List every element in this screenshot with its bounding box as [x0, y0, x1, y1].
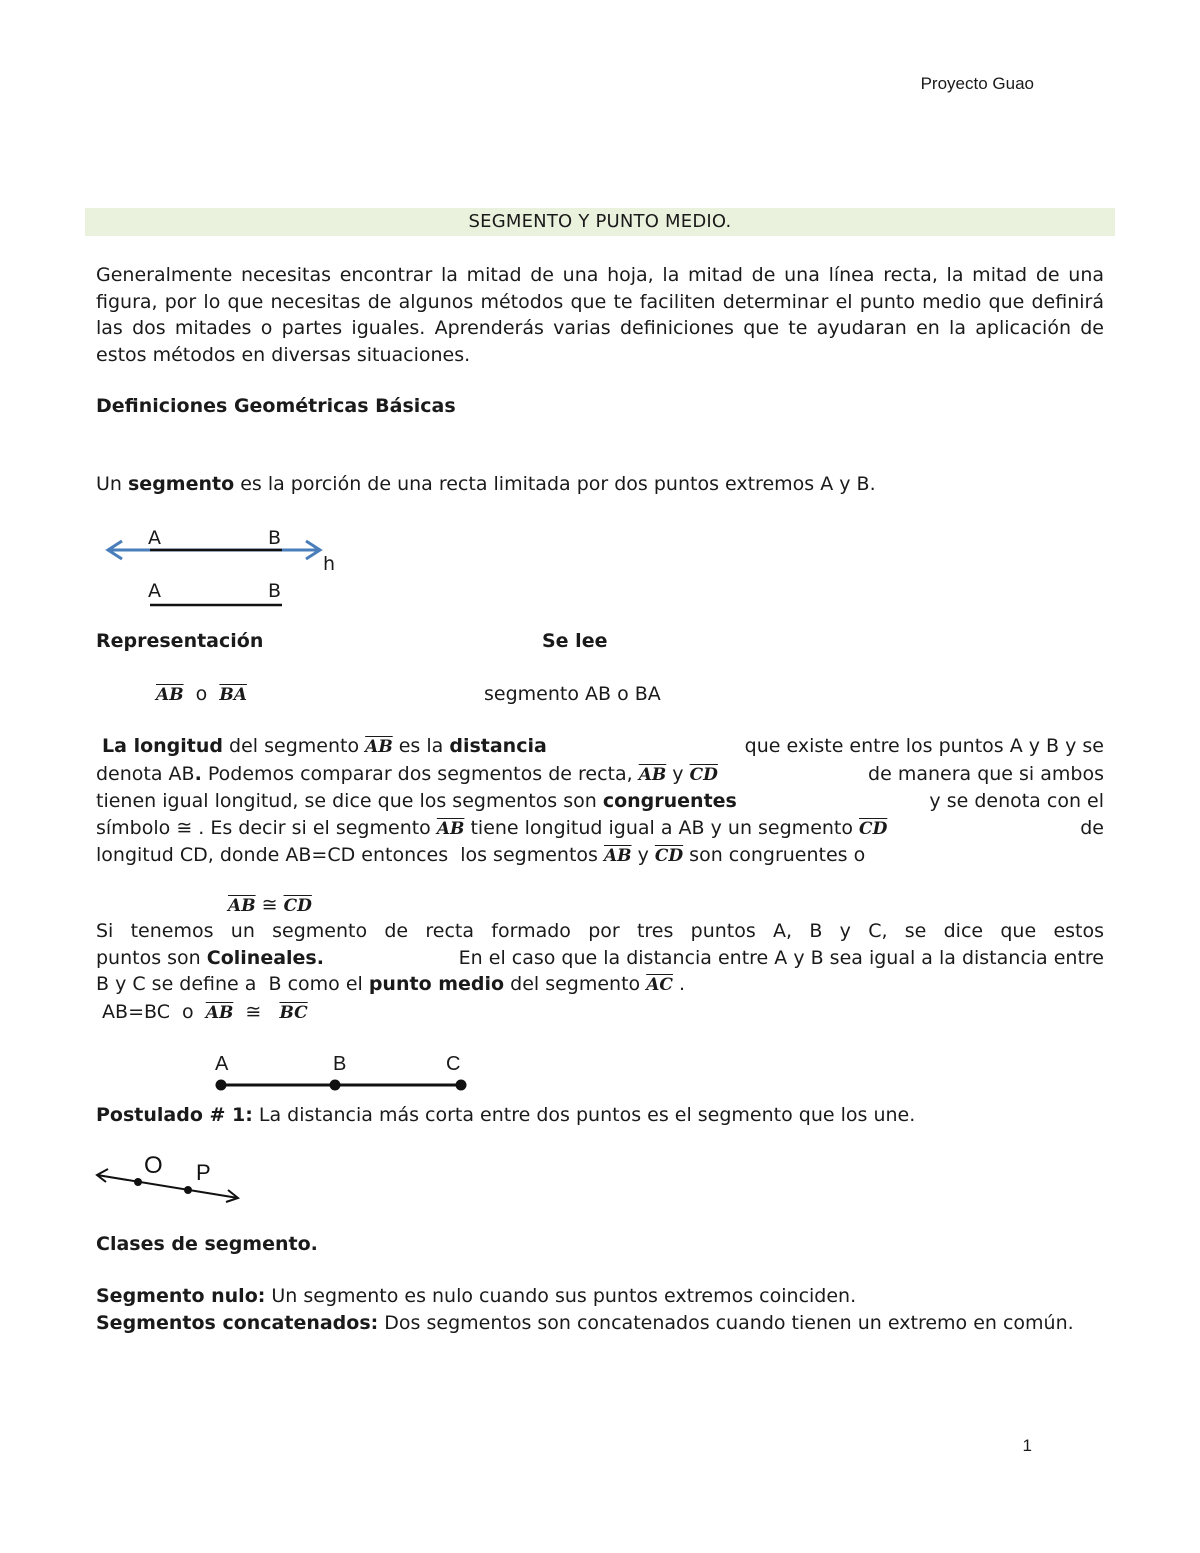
intro-paragraph: Generalmente necesitas encontrar la mitad de una hoja, la mitad de una línea recta, la mitad de una figura, por lo que necesitas de algunos métodos que te faciliten determinar el punto medio que definirá las dos mitades o partes iguales. Aprenderás varias definiciones que te ayudaran en la aplicación de estos métodos en diversas situaciones. [96, 264, 1104, 366]
point-p-label: P [196, 1160, 211, 1185]
colineal-line-4: AB=BC o $\overline{AB}$ ≅ $\overline{BC}$ [102, 1000, 308, 1023]
page-number: 1 [1022, 1436, 1032, 1455]
longitud-line-3: tienen igual longitud, se dice que los segmentos son congruentes y se denota con el [96, 790, 1104, 812]
repr-heading-right: Se lee [542, 630, 608, 652]
longitud-line-2: denota AB. Podemos comparar dos segmentos de recta, $\overline{AB}$ y $\overline{CD}$ de manera que si ambos [96, 762, 1104, 785]
line-label-a: A [148, 527, 161, 549]
longitud-line-5: longitud CD, donde AB=CD entonces los segmentos $\overline{AB}$ y $\overline{CD}$ son congruentes o [96, 844, 866, 866]
segment-label-b: B [268, 580, 282, 602]
op-line [97, 1175, 238, 1198]
repr-symbols: $\overline{AB}$ o $\overline{BA}$ [156, 683, 247, 705]
colineal-line-3: B y C se define a B como el punto medio del segmento $\overline{AC}$ . [96, 973, 686, 995]
point-b-label: B [333, 1053, 347, 1075]
segmentos-concatenados: Segmentos concatenados: Dos segmentos son concatenados cuando tienen un extremo en común. [96, 1311, 1074, 1334]
symbol-ab: $\overline{AB}$ [156, 685, 184, 705]
symbol-ba: $\overline{BA}$ [219, 685, 247, 705]
segment-definition: Un segmento es la porción de una recta limitada por dos puntos extremos A y B. [96, 473, 876, 495]
repr-heading-left: Representación [96, 630, 264, 652]
page-title: SEGMENTO Y PUNTO MEDIO. [85, 208, 1115, 236]
congruence-statement: $\overline{AB}$ ≅ $\overline{CD}$ [228, 894, 312, 916]
line-label-h: h [323, 553, 336, 575]
longitud-line-4: símbolo ≅ . Es decir si el segmento $\overline{AB}$ tiene longitud igual a AB y un segmento $\overline{CD}$ de [96, 816, 1104, 839]
point-o [134, 1178, 142, 1186]
colineal-line-1: Si tenemos un segmento de recta formado por tres puntos A, B y C, se dice que estos [96, 920, 1104, 942]
colineal-line-2: puntos son Colineales. En el caso que la distancia entre A y B sea igual a la distancia entre [96, 946, 1104, 969]
longitud-line-1: La longitud del segmento $\overline{AB}$ es la distancia que existe entre los puntos A y B y se [102, 735, 1104, 757]
line-label-b: B [268, 527, 282, 549]
point-p [184, 1186, 192, 1194]
point-o-label: O [144, 1152, 163, 1179]
page-header: Proyecto Guao [920, 74, 1034, 93]
clases-definitions [96, 1283, 1104, 1336]
section-heading-basic: Definiciones Geométricas Básicas [96, 395, 456, 417]
postulado-1: Postulado # 1: La distancia más corta entre dos puntos es el segmento que los une. [96, 1104, 916, 1126]
point-a-label: A [215, 1053, 229, 1075]
segmento-nulo: Segmento nulo: Un segmento es nulo cuando sus puntos extremos coinciden. [96, 1285, 857, 1307]
segment-label-a: A [148, 580, 161, 602]
point-c-label: C [446, 1053, 461, 1075]
clases-heading: Clases de segmento. [96, 1233, 318, 1255]
repr-reading: segmento AB o BA [484, 683, 661, 705]
